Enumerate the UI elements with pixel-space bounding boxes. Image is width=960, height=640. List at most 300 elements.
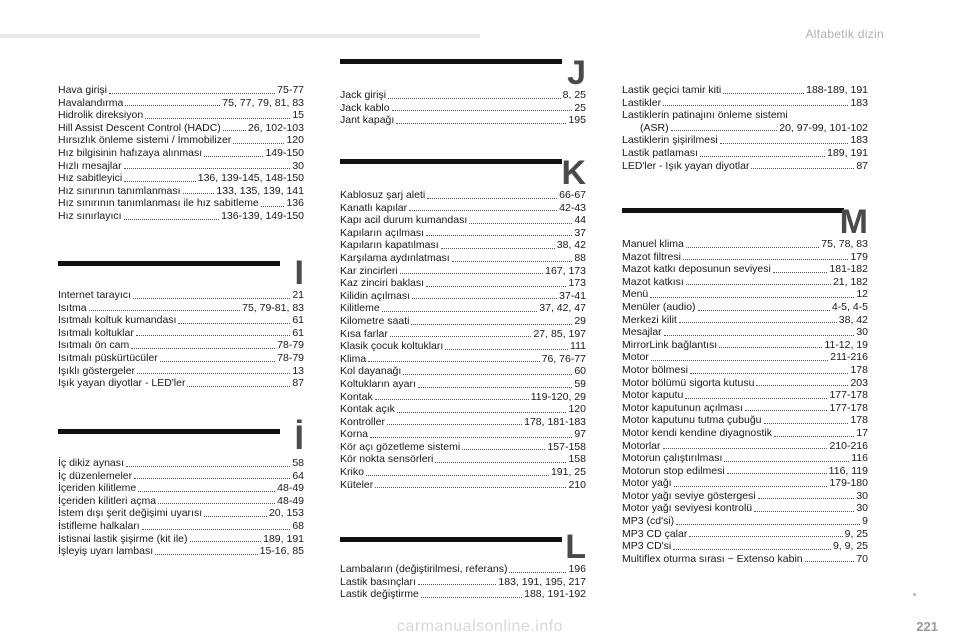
entry-pages: 178, 181-183 <box>524 415 586 428</box>
dot-leader <box>683 259 849 260</box>
dot-leader <box>400 273 543 274</box>
entry-pages: 210 <box>568 478 586 491</box>
index-entry <box>622 452 868 465</box>
index-entry <box>58 160 304 173</box>
index-entry <box>622 351 868 364</box>
entry-term: Kol dayanağı <box>340 365 402 378</box>
dot-leader <box>158 503 275 504</box>
watermark: carmanualsonline.info <box>396 618 564 635</box>
index-entry <box>340 89 586 102</box>
entry-term: Klima <box>340 352 367 365</box>
index-entry <box>58 507 304 520</box>
dot-leader <box>138 491 275 492</box>
entry-term: Klasik çocuk koltukları <box>340 340 444 353</box>
entry-term: İstem dışı şerit değişimi uyarısı <box>58 507 203 520</box>
entry-pages: 4-5, 4-5 <box>831 300 868 313</box>
entry-pages: 59 <box>574 377 586 390</box>
dot-leader <box>418 387 572 388</box>
entry-pages: 64 <box>292 469 304 482</box>
dot-leader <box>261 206 285 207</box>
index-entry <box>58 327 304 340</box>
entry-pages: 37, 42, 47 <box>539 302 586 315</box>
entry-pages: 44 <box>574 214 586 227</box>
section-header <box>58 253 304 292</box>
entry-pages: 177-178 <box>829 389 868 402</box>
entry-term: Kilitleme <box>340 302 380 315</box>
entry-list <box>340 189 586 491</box>
dot-leader <box>435 462 566 463</box>
section-header <box>340 153 586 192</box>
entry-pages: 116 <box>851 452 868 465</box>
entry-pages: 189, 191 <box>263 532 304 545</box>
dot-leader <box>509 572 566 573</box>
dot-leader <box>758 498 855 499</box>
index-entry <box>340 563 586 576</box>
entry-pages: 29 <box>574 314 586 327</box>
dot-leader <box>754 511 854 512</box>
index-entry <box>58 122 304 135</box>
index-entry <box>622 502 868 515</box>
entry-term: Hız sabitleyici <box>58 172 123 185</box>
dot-leader <box>178 323 290 324</box>
entry-term: Kilometre saati <box>340 314 410 327</box>
dot-leader <box>133 298 290 299</box>
dot-leader <box>421 597 522 598</box>
index-entry <box>58 147 304 160</box>
entry-term: Isıtmalı ön cam <box>58 339 130 352</box>
entry-term: İç düzenlemeler <box>58 469 133 482</box>
entry-pages: 149-150 <box>265 146 304 159</box>
section-rule <box>340 537 562 542</box>
dot-leader <box>403 374 572 375</box>
entry-term: Hava girişi <box>58 84 108 96</box>
index-entry <box>622 540 868 553</box>
dot-leader <box>689 536 842 537</box>
index-entry <box>58 302 304 315</box>
entry-term: Kontak <box>340 390 373 403</box>
section-header <box>622 202 868 241</box>
entry-term: İçeriden kilitleme <box>58 482 137 495</box>
section-rule <box>622 208 844 213</box>
index-entry <box>622 122 868 135</box>
dot-leader <box>387 424 522 425</box>
entry-pages: 30 <box>856 326 868 339</box>
index-entry <box>58 197 304 210</box>
index-entry <box>58 97 304 110</box>
entry-pages: 188-189, 191 <box>806 84 868 96</box>
entry-pages: 37 <box>574 226 586 239</box>
entry-term: Koltukların ayarı <box>340 377 416 390</box>
entry-pages: 58 <box>292 457 304 469</box>
entry-term: İşleyiş uyarı lambası <box>58 545 154 558</box>
entry-pages: 75, 77, 79, 81, 83 <box>222 96 304 109</box>
entry-term: Manuel klima <box>622 238 684 250</box>
entry-pages: 179 <box>850 250 868 263</box>
entry-pages: 167, 173 <box>545 264 586 277</box>
index-entry <box>622 276 868 289</box>
dot-leader <box>805 561 855 562</box>
dot-leader <box>426 235 572 236</box>
entry-pages: 9 <box>862 515 868 528</box>
entry-pages: 133, 135, 139, 141 <box>216 184 304 197</box>
index-entry <box>340 114 586 127</box>
entry-pages: 15 <box>292 109 304 122</box>
index-entry <box>340 252 586 265</box>
entry-term: MirrorLink bağlantısı <box>622 338 718 351</box>
entry-term: Kör nokta sensörleri <box>340 453 434 466</box>
dot-leader <box>773 272 828 273</box>
entry-pages: 9, 9, 25 <box>832 540 868 553</box>
entry-pages: 183 <box>850 134 868 147</box>
dot-leader <box>368 361 539 362</box>
index-entry <box>622 288 868 301</box>
section-l-continued <box>622 84 868 172</box>
dot-leader <box>382 311 538 312</box>
index-entry <box>340 365 586 378</box>
entry-pages: 211-216 <box>830 351 868 364</box>
entry-term: Kontroller <box>340 415 385 428</box>
entry-term: Motor yağı seviyesi kontrolü <box>622 502 753 515</box>
entry-pages: 21 <box>292 289 304 301</box>
entry-pages: 61 <box>292 314 304 327</box>
index-entry <box>622 414 868 427</box>
index-entry <box>340 277 586 290</box>
entry-pages: 191, 25 <box>550 466 586 479</box>
entry-term: Isıtma <box>58 301 87 314</box>
entry-term: Hırsızlık önleme sistemi / İmmobilizer <box>58 134 232 147</box>
dot-leader <box>469 223 572 224</box>
entry-pages: 66-67 <box>559 189 586 201</box>
dot-leader <box>686 284 831 285</box>
entry-pages: 38, 42 <box>556 239 586 252</box>
dot-leader <box>397 412 567 413</box>
dot-leader <box>136 335 290 336</box>
entry-term: Motor bölümü sigorta kutusu <box>622 376 755 389</box>
index-entry <box>58 352 304 365</box>
entry-pages: 30 <box>856 489 868 502</box>
entry-pages: 20, 97-99, 101-102 <box>779 121 868 134</box>
index-entry <box>622 402 868 415</box>
entry-term: Hız sınırlayıcı <box>58 209 122 222</box>
dot-leader <box>651 360 828 361</box>
dot-leader <box>190 541 262 542</box>
index-entry <box>58 495 304 508</box>
dot-leader <box>204 156 263 157</box>
entry-pages: 87 <box>292 377 304 390</box>
entry-term: Isıtmalı püskürtücüler <box>58 351 158 364</box>
index-entry <box>340 290 586 303</box>
entry-list <box>58 457 304 558</box>
index-entry <box>58 482 304 495</box>
entry-term: Kaz zinciri baklası <box>340 277 425 290</box>
entry-list <box>58 289 304 390</box>
index-entry <box>622 427 868 440</box>
entry-term: Hill Assist Descent Control (HADC) <box>58 121 221 134</box>
dot-leader <box>724 461 849 462</box>
entry-pages: 30 <box>292 159 304 172</box>
index-entry <box>622 465 868 478</box>
index-entry <box>622 147 868 160</box>
index-entry <box>58 172 304 185</box>
dot-leader <box>124 219 219 220</box>
dot-leader <box>134 478 290 479</box>
entry-pages: 61 <box>292 326 304 339</box>
entry-pages: 111 <box>570 340 586 353</box>
dot-leader <box>375 399 529 400</box>
entry-pages: 188, 191-192 <box>524 588 586 601</box>
index-entry <box>622 364 868 377</box>
entry-term: Jack girişi <box>340 89 387 101</box>
entry-pages: 13 <box>292 364 304 377</box>
entry-term: Lastiklerin şişirilmesi <box>622 134 718 147</box>
entry-term: Internet tarayıcı <box>58 289 131 301</box>
dot-leader <box>183 193 215 194</box>
index-entry <box>340 340 586 353</box>
dot-leader <box>126 466 290 467</box>
dot-leader <box>452 261 573 262</box>
entry-pages: 12 <box>856 288 868 301</box>
entry-pages: 181-182 <box>829 263 868 276</box>
index-entry <box>58 470 304 483</box>
dot-leader <box>125 105 220 106</box>
dot-leader <box>223 130 246 131</box>
entry-list <box>340 89 586 127</box>
entry-pages: 15-16, 85 <box>259 545 304 558</box>
dot-leader <box>187 386 290 387</box>
section-letter: L <box>565 528 586 566</box>
entry-term: Kapıların açılması <box>340 226 425 239</box>
index-entry <box>622 314 868 327</box>
index-entry <box>340 315 586 328</box>
dot-leader <box>756 385 848 386</box>
entry-term: Motorlar <box>622 439 661 452</box>
entry-pages: 11-12, 19 <box>824 338 868 351</box>
dot-leader <box>392 110 573 111</box>
entry-pages: 116, 119 <box>828 464 868 477</box>
entry-term: Hız bilgisinin hafızaya alınması <box>58 146 203 159</box>
entry-term: Kar zincirleri <box>340 264 398 277</box>
entry-pages: 177-178 <box>829 401 868 414</box>
index-entry <box>58 185 304 198</box>
entry-term: Motor kaputunu tutma çubuğu <box>622 414 762 427</box>
dot-leader <box>388 98 561 99</box>
index-entry <box>340 353 586 366</box>
entry-term: Motorun stop edilmesi <box>622 464 725 477</box>
dot-leader <box>751 168 854 169</box>
entry-term: Motor bölmesi <box>622 363 688 376</box>
entry-term: Isıtmalı koltuk kumandası <box>58 314 177 327</box>
entry-pages: 87 <box>856 159 868 172</box>
entry-term: Motor kaputunun açılması <box>622 401 743 414</box>
dot-leader <box>137 373 290 374</box>
dot-leader <box>366 475 549 476</box>
entry-pages: 9, 25 <box>844 527 868 540</box>
entry-term: Hızlı mesajlar <box>58 159 122 172</box>
index-entry <box>340 378 586 391</box>
entry-term: Mesajlar <box>622 326 662 339</box>
entry-pages: 196 <box>568 563 586 575</box>
section-rule <box>58 261 280 266</box>
index-entry <box>340 453 586 466</box>
entry-pages: 78-79 <box>277 351 304 364</box>
entry-term: Lastikler <box>622 96 662 109</box>
index-entry <box>340 416 586 429</box>
index-entry <box>622 84 868 97</box>
entry-term: İçeriden kilitleri açma <box>58 494 157 507</box>
dot-leader <box>370 437 572 438</box>
index-entry <box>340 391 586 404</box>
entry-pages: 97 <box>574 428 586 441</box>
index-entry <box>622 490 868 503</box>
entry-term: Kilidin açılması <box>340 289 411 302</box>
entry-pages: 20, 153 <box>268 507 304 520</box>
index-entry <box>58 365 304 378</box>
dot-leader <box>698 310 830 311</box>
section-header <box>340 527 586 566</box>
index-entry <box>340 202 586 215</box>
entry-term: İç dikiz aynası <box>58 457 124 469</box>
dot-leader <box>664 335 855 336</box>
index-entry <box>58 109 304 122</box>
entry-term: Küteler <box>340 478 374 491</box>
entry-pages: 76, 76-77 <box>541 352 586 365</box>
dot-leader <box>418 584 497 585</box>
index-entry <box>622 238 868 251</box>
dot-leader <box>719 347 822 348</box>
entry-term: Korna <box>340 428 369 441</box>
entry-term: Lastik geçici tamir kiti <box>622 84 722 96</box>
index-entry <box>622 97 868 110</box>
entry-term: Kablosuz şarj aleti <box>340 189 426 201</box>
entry-pages: 179-180 <box>829 477 868 490</box>
entry-pages: 27, 85, 197 <box>533 327 586 340</box>
entry-pages: 189, 191 <box>827 146 868 159</box>
entry-list <box>622 238 868 565</box>
section-h <box>58 84 304 223</box>
dot-leader <box>89 310 241 311</box>
entry-pages: 48-49 <box>277 482 304 495</box>
entry-term: LED'ler - Işık yayan diyotlar <box>622 159 750 172</box>
dot-leader <box>745 410 828 411</box>
entry-term: Motorun çalıştırılması <box>622 452 723 465</box>
entry-pages: 120 <box>286 134 304 147</box>
entry-term: Motor kaputu <box>622 389 684 402</box>
dot-leader <box>390 336 532 337</box>
section-letter: İ <box>294 419 304 457</box>
entry-pages: 119-120, 29 <box>530 390 586 403</box>
entry-term: Kısa farlar <box>340 327 388 340</box>
decorative-dot <box>913 593 916 596</box>
dot-leader <box>673 549 831 550</box>
index-entry <box>340 441 586 454</box>
dot-leader <box>426 286 566 287</box>
dot-leader <box>700 156 825 157</box>
entry-term: Hidrolik direksiyon <box>58 109 144 122</box>
entry-term: Motor <box>622 351 649 364</box>
dot-leader <box>160 361 275 362</box>
index-entry <box>622 251 868 264</box>
index-entry <box>58 210 304 223</box>
entry-term: Kör açı gözetleme sistemi <box>340 440 461 453</box>
entry-pages: 75-77 <box>277 84 304 96</box>
entry-pages: 70 <box>856 552 868 565</box>
entry-pages: 48-49 <box>277 494 304 507</box>
dot-leader <box>663 448 828 449</box>
section-letter: J <box>567 54 586 92</box>
entry-pages: 75, 78, 83 <box>821 238 868 250</box>
entry-term: Lastik basınçları <box>340 575 416 588</box>
index-entry <box>58 134 304 147</box>
entry-pages: 136 <box>286 197 304 210</box>
entry-list <box>340 563 586 601</box>
dot-leader <box>686 247 819 248</box>
index-entry <box>58 520 304 533</box>
index-entry <box>58 545 304 558</box>
entry-pages: 173 <box>568 277 586 290</box>
index-entry <box>622 326 868 339</box>
index-entry <box>622 553 868 566</box>
dot-leader <box>124 168 291 169</box>
entry-term: Hız sınırının tanımlanması <box>58 184 181 197</box>
entry-term: Kanatlı kapılar <box>340 201 408 214</box>
dot-leader <box>396 123 566 124</box>
section-k <box>340 153 586 491</box>
entry-term: İstifleme halkaları <box>58 519 140 532</box>
entry-term: Kapı acil durum kumandası <box>340 214 468 227</box>
dot-leader <box>462 449 545 450</box>
index-entry <box>340 428 586 441</box>
entry-pages: 183, 191, 195, 217 <box>498 575 586 588</box>
index-entry <box>622 160 868 173</box>
index-entry <box>58 533 304 546</box>
index-entry <box>622 528 868 541</box>
entry-term: Işıklı göstergeler <box>58 364 136 377</box>
entry-pages: 210-216 <box>829 439 868 452</box>
index-entry <box>340 265 586 278</box>
dot-leader <box>671 130 778 131</box>
entry-term: Işık yayan diyotlar - LED'ler <box>58 377 186 390</box>
index-entry <box>622 263 868 276</box>
index-entry <box>340 466 586 479</box>
entry-pages: 158 <box>568 453 586 466</box>
entry-term: Multiflex oturma sırası ~ Extenso kabin <box>622 552 803 565</box>
page-number: 221 <box>916 619 938 634</box>
dot-leader <box>375 487 566 488</box>
section-i-dot <box>58 421 304 558</box>
entry-term: Isıtmalı koltuklar <box>58 326 134 339</box>
section-j <box>340 53 586 127</box>
index-entry <box>340 239 586 252</box>
index-entry <box>340 328 586 341</box>
entry-term: Merkezi kilit <box>622 313 677 326</box>
index-entry <box>622 134 868 147</box>
entry-list <box>58 84 304 223</box>
entry-pages: 17 <box>856 426 868 439</box>
section-i <box>58 253 304 390</box>
entry-term: Hız sınırının tanımlanması ile hız sabitleme <box>58 197 259 210</box>
index-entry <box>58 84 304 97</box>
index-entry <box>58 377 304 390</box>
index-entry <box>622 377 868 390</box>
entry-pages: 37-41 <box>559 289 586 302</box>
section-l <box>340 527 586 601</box>
dot-leader <box>124 181 196 182</box>
entry-pages: 183 <box>850 96 868 109</box>
dot-leader <box>233 143 284 144</box>
index-entry <box>340 227 586 240</box>
entry-term: Motor kendi kendine diyagnostik <box>622 426 773 439</box>
dot-leader <box>142 529 291 530</box>
